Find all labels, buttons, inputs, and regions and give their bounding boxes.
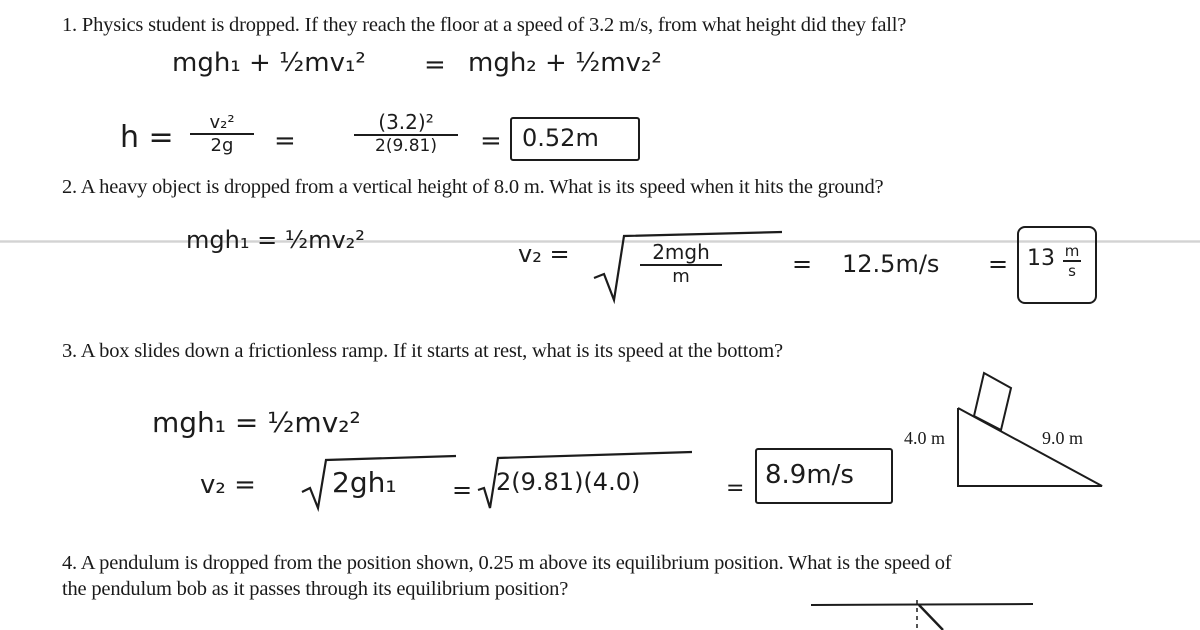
- problem-1-answer: 0.52m: [522, 124, 599, 152]
- problem-3-sqrt-2: 2(9.81)(4.0): [496, 468, 641, 496]
- problem-2-equals-2: =: [988, 250, 1009, 278]
- problem-3-question: 3. A box slides down a frictionless ramp. If it starts at rest, what is its speed at the bottom?: [62, 340, 783, 362]
- problem-1-h-label: h =: [120, 120, 174, 155]
- problem-1-answer-box: [510, 117, 640, 161]
- problem-1-energy-rhs: mgh₂ + ½mv₂²: [468, 48, 662, 78]
- problem-4-question-line-1: 4. A pendulum is dropped from the position shown, 0.25 m above its equilibrium position. What is the speed of: [62, 552, 952, 574]
- fraction-numerator: 2mgh: [652, 240, 710, 264]
- ramp-height-label: 4.0 m: [904, 428, 946, 448]
- ramp-diagram: [950, 368, 1120, 488]
- fraction-denominator: 2g: [210, 135, 234, 156]
- problem-1-fraction-v2-over-2g: [190, 112, 254, 156]
- problem-4-question-line-2: the pendulum bob as it passes through its equilibrium position?: [62, 578, 569, 600]
- problem-3-sqrt-1: 2gh₁: [332, 466, 397, 499]
- fraction-denominator: m: [672, 266, 690, 287]
- pendulum-diagram: [805, 596, 1045, 630]
- problem-1-equals-2: =: [480, 126, 502, 156]
- ramp-hypotenuse-label: 9.0 m: [1042, 428, 1084, 448]
- problem-1-equals-1: =: [274, 126, 296, 156]
- fraction-numerator: v₂²: [209, 112, 235, 133]
- problem-3-energy-equation: mgh₁ = ½mv₂²: [152, 406, 361, 439]
- problem-3-v-label: v₂ =: [200, 470, 256, 500]
- problem-1-question: 1. Physics student is dropped. If they reach the floor at a speed of 3.2 m/s, from what height did they fall?: [62, 14, 907, 36]
- unit-numerator: m: [1064, 242, 1080, 260]
- problem-3-answer-box: [755, 448, 893, 504]
- fraction-denominator: 2(9.81): [375, 136, 437, 156]
- problem-2-sqrt-fraction: [640, 240, 722, 287]
- problem-1-energy-lhs: mgh₁ + ½mv₁²: [172, 48, 366, 78]
- problem-2-energy-equation: mgh₁ = ½mv₂²: [186, 226, 365, 254]
- problem-2-answer-box: [1017, 226, 1097, 304]
- box-icon: [974, 373, 1011, 430]
- problem-2-v-label: v₂ =: [518, 240, 570, 268]
- problem-2-equals-1: =: [792, 250, 813, 278]
- problem-3-answer: 8.9m/s: [765, 460, 854, 490]
- problem-2-intermediate-result: 12.5m/s: [842, 250, 940, 278]
- problem-2-answer-unit: [1063, 242, 1081, 280]
- problem-3-equals-1: =: [452, 476, 473, 504]
- problem-3-equals-2: =: [726, 476, 745, 501]
- problem-2-answer: 13: [1027, 246, 1055, 271]
- problem-1-fraction-numeric: [354, 110, 458, 156]
- problem-2-question: 2. A heavy object is dropped from a vertical height of 8.0 m. What is its speed when it hits the ground?: [62, 176, 884, 198]
- unit-denominator: s: [1068, 262, 1076, 280]
- fraction-numerator: (3.2)²: [378, 110, 434, 134]
- problem-1-energy-equals: =: [424, 50, 446, 80]
